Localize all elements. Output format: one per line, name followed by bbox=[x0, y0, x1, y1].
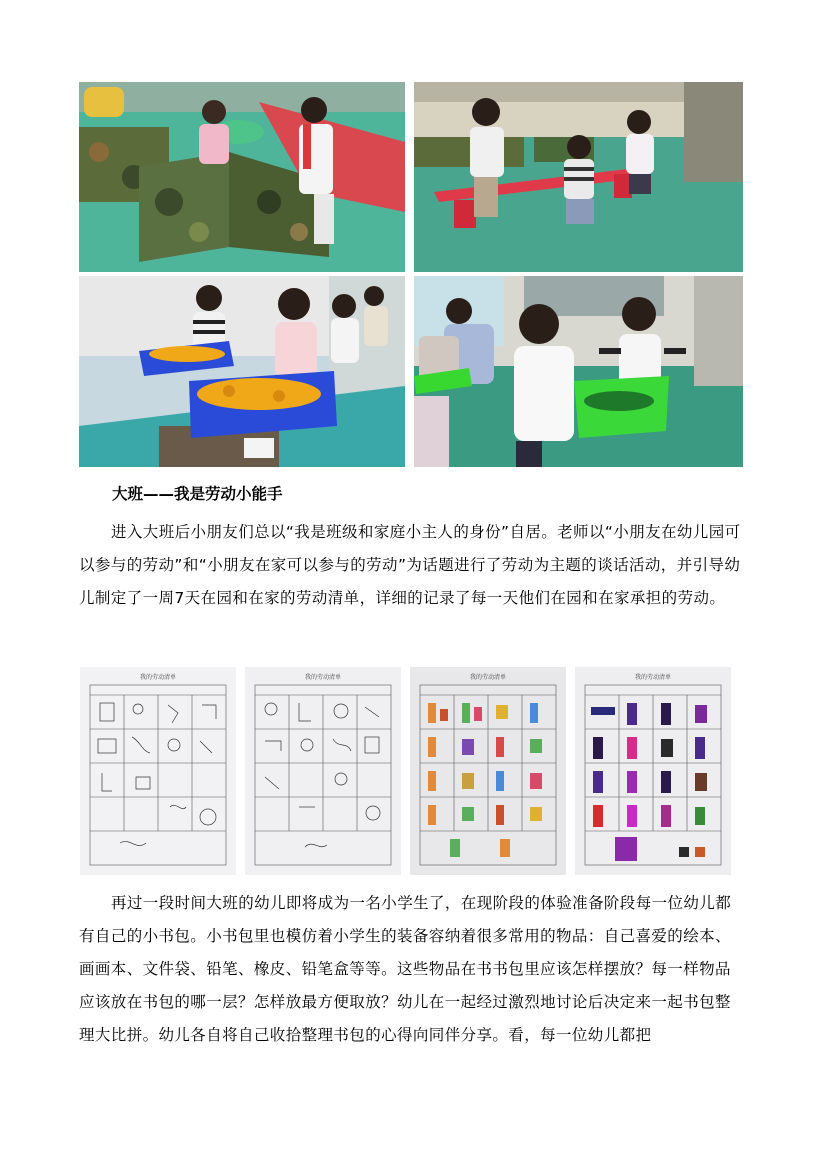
labor-list-sheet-2 bbox=[245, 667, 401, 875]
sheet-title: 我的劳动清单 bbox=[469, 674, 507, 681]
sheet-title: 我的劳动清单 bbox=[304, 674, 342, 681]
sheet-title: 我的劳动清单 bbox=[139, 674, 177, 681]
labor-list-sheet-4 bbox=[575, 667, 731, 875]
labor-list-sheet-3 bbox=[410, 667, 566, 875]
paragraph-schoolbag: 再过一段时间大班的幼儿即将成为一名小学生了，在现阶段的体验准备阶段每一位幼儿都有自己的小书包。小书包里也模仿着小学生的装备容纳着很多常用的物品：自己喜爱的绘本、画画本、文件袋、铅笔、橡皮、铅笔盒等等。这些物品在书书包里应该怎样摆放？每一样物品应该放在书包的哪一层？怎样放最方便取放？幼儿在一起经过激烈地讨论后决定来一起书包整理大比拼。幼儿各自将自己收拾整理书包的心得向同伴分享。看，每一位幼儿都把 bbox=[79, 894, 732, 1044]
photo-children-folding-mat bbox=[79, 82, 405, 272]
sheet-title: 我的劳动清单 bbox=[634, 674, 672, 681]
paragraph-labor-list: 进入大班后小朋友们总以“我是班级和家庭小主人的身份”自居。老师以“小朋友在幼儿园可以参与的劳动”和“小朋友在家可以参与的劳动”为话题进行了劳动为主题的谈话活动，并引导幼儿制定了一周7天在园和在家的劳动清单，详细的记录了每一天他们在园和在家承担的劳动。 bbox=[79, 523, 741, 607]
labor-list-sheet-1 bbox=[80, 667, 236, 875]
photo-children-carrying-blue-baskets bbox=[79, 276, 405, 467]
section-heading: 大班——我是劳动小能手 bbox=[112, 485, 283, 503]
photo-children-carrying-green-baskets bbox=[414, 276, 743, 467]
photo-children-carrying-bench bbox=[414, 82, 743, 272]
